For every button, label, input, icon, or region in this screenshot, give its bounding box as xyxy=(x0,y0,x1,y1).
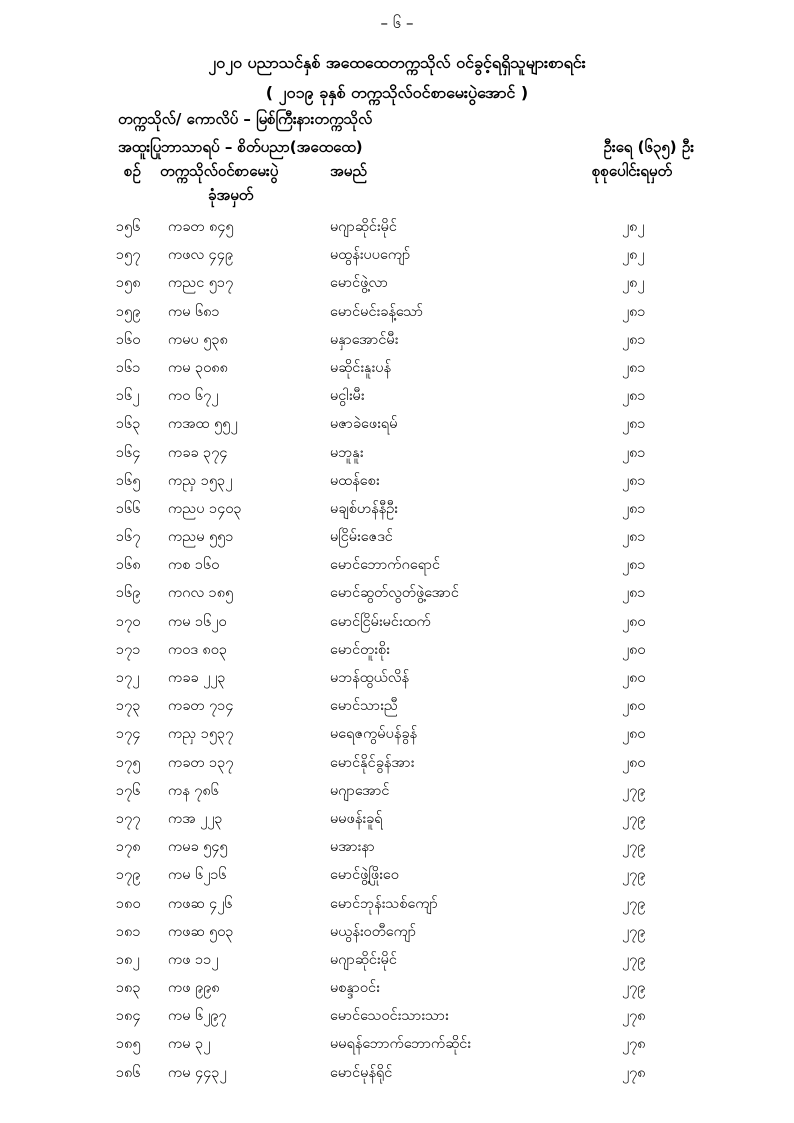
row-number: ၁၈၄ xyxy=(116,1008,141,1025)
row-number: ၁၈၂ xyxy=(116,951,140,968)
table-row xyxy=(0,754,794,782)
table-row xyxy=(0,331,794,359)
row-number: ၁၈၃ xyxy=(116,980,141,997)
total-marks: ၂၇၉ xyxy=(622,895,646,912)
roll-number: ကဖဆ ၄၂၆ xyxy=(168,895,233,912)
total-marks: ၂၇၉ xyxy=(622,810,646,827)
roll-number: ကညှ ၁၅၃၇ xyxy=(168,726,234,743)
total-marks: ၂၈၁ xyxy=(622,359,646,376)
total-marks: ၂၈၀ xyxy=(622,670,646,686)
document-subtitle: ( ၂၀၁၉ ခုနှစ် တက္ကသိုလ်ဝင်စာမေးပွဲအောင် ) xyxy=(265,83,529,102)
table-row xyxy=(0,895,794,923)
student-name: မဘူနူး xyxy=(330,444,364,461)
row-number: ၁၈၀ xyxy=(116,895,141,912)
row-number: ၁၇၅ xyxy=(116,754,141,771)
total-marks: ၂၈၁ xyxy=(622,500,646,517)
roll-number: ကအထ ၅၅၂ xyxy=(168,416,238,433)
student-name: မငြိမ်းဇေဒင် xyxy=(330,529,393,546)
row-number: ၁၆၃ xyxy=(116,416,141,433)
roll-number: ကမပ ၅၃၈ xyxy=(168,331,228,348)
row-number: ၁၆၉ xyxy=(116,585,141,602)
student-name: မောင်တူးစိုး xyxy=(330,641,390,658)
student-name: မမဖန်းခူရ် xyxy=(330,810,383,827)
roll-number: ကန ၇၈၆ xyxy=(168,782,219,799)
total-marks: ၂၈၀ xyxy=(622,613,646,630)
university-line: တက္ကသိုလ်/ ကောလိပ် – မြစ်ကြီးနားတက္ကသိုလ် xyxy=(118,110,373,128)
row-number: ၁၆၀ xyxy=(116,331,141,348)
roll-number: ကမ ၆၈၁ xyxy=(168,303,220,320)
table-row xyxy=(0,444,794,472)
total-marks: ၂၈၀ xyxy=(622,641,646,658)
total-marks: ၂၇၈ xyxy=(622,1064,646,1081)
table-row xyxy=(0,1064,794,1092)
student-name: မောင်ဆွတ်လွတ်ဖွဲ့အောင် xyxy=(330,585,459,602)
student-name: မောင်သေဝင်းသားသား xyxy=(330,1008,449,1025)
student-name: မဂျာဆိုင်းမိုင် xyxy=(330,951,397,968)
column-header-roll: တက္ကသိုလ်ဝင်စာမေးပွဲ xyxy=(160,162,279,180)
document-title: ၂၀၂၀ ပညာသင်နှစ် အထေထေတက္ကသိုလ် ဝင်ခွင့်ရရှိသူများစာရင်း xyxy=(208,53,586,72)
total-marks: ၂၈၀ xyxy=(622,726,646,743)
row-number: ၁၅၈ xyxy=(116,275,141,292)
table-row xyxy=(0,246,794,274)
roll-number: ကညှ ၁၅၃၂ xyxy=(168,472,233,489)
student-name: မနှာအောင်မီး xyxy=(330,331,399,348)
row-number: ၁၆၄ xyxy=(116,444,141,461)
table-row xyxy=(0,1035,794,1063)
row-number: ၁၇၄ xyxy=(116,726,141,743)
student-name: မောင်ဘောက်ဂရောင် xyxy=(330,557,441,574)
student-name: မောင်မင်းခန့်သော် xyxy=(330,303,424,320)
table-row xyxy=(0,810,794,838)
row-number: ၁၇၂ xyxy=(116,670,140,686)
row-number: ၁၇၆ xyxy=(116,782,141,799)
row-number: ၁၆၇ xyxy=(116,529,141,546)
row-number: ၁၇၀ xyxy=(116,613,141,630)
total-marks: ၂၈၁ xyxy=(622,472,646,489)
student-name: မစန္ဒာဝင်း xyxy=(330,980,380,997)
table-row xyxy=(0,923,794,951)
total-marks: ၂၈၁ xyxy=(622,331,646,348)
student-name: မောင်ဘုန်းသစ်ကျော် xyxy=(330,895,438,912)
total-marks: ၂၈၀ xyxy=(622,754,646,771)
student-name: မထွန်းပပကျော် xyxy=(330,247,411,264)
table-row xyxy=(0,472,794,500)
table-row xyxy=(0,979,794,1007)
row-number: ၁၈၆ xyxy=(116,1064,141,1081)
student-name: မောင်နိုင်ခွန်အား xyxy=(330,754,415,771)
roll-number: ကမ ၄၄၃၂ xyxy=(168,1064,227,1081)
total-marks: ၂၇၉ xyxy=(622,980,646,997)
student-name: မဂျာအောင် xyxy=(330,782,390,799)
table-row xyxy=(0,274,794,302)
student-name: မဆိုင်းနူးပန် xyxy=(330,359,391,376)
table-row xyxy=(0,584,794,612)
row-number: ၁၇၇ xyxy=(116,810,141,827)
student-name: မထန်စေး xyxy=(330,472,380,489)
roll-number: ကဖ ၉၉၈ xyxy=(168,980,220,997)
roll-number: ကညပ ၁၄၀၃ xyxy=(168,500,242,517)
table-row xyxy=(0,613,794,641)
student-name: မချစ်ဟန်နီဦး xyxy=(330,500,398,517)
roll-number: ကမ ၆၂၁၆ xyxy=(168,867,227,884)
total-marks: ၂၈၂ xyxy=(622,219,645,235)
row-number: ၁၆၁ xyxy=(116,359,141,376)
row-number: ၁၈၁ xyxy=(116,923,141,940)
row-number: ၁၆၂ xyxy=(116,388,140,405)
column-header-roll-line2: ခုံအမှတ် xyxy=(208,186,254,204)
total-marks: ၂၈၁ xyxy=(622,388,646,405)
row-number: ၁၆၈ xyxy=(116,557,141,574)
total-marks: ၂၇၉ xyxy=(622,923,646,940)
student-name: မဇာခဲဖေးရမ် xyxy=(330,416,398,433)
total-marks: ၂၈၁ xyxy=(622,303,646,320)
roll-number: ကဝ ၆၇၂ xyxy=(168,388,219,405)
total-marks: ၂၈၂ xyxy=(622,275,645,292)
table-row xyxy=(0,359,794,387)
total-marks: ၂၈၀ xyxy=(622,698,646,715)
roll-number: ကညင ၅၁၇ xyxy=(168,275,234,292)
roll-number: ကညမ ၅၅၁ xyxy=(168,529,234,546)
student-name: မောင်ဖွဲ့လာ xyxy=(330,275,388,292)
table-row xyxy=(0,697,794,725)
student-name: မောင်မုန်ရိုင် xyxy=(330,1064,393,1081)
row-number: ၁၆၅ xyxy=(116,472,141,489)
total-marks: ၂၇၉ xyxy=(622,867,646,884)
roll-number: ကခခ ၃၇၄ xyxy=(168,444,228,461)
student-name: မယွန်းဝတီကျော် xyxy=(330,923,417,940)
row-number: ၁၅၉ xyxy=(116,303,141,320)
roll-number: ကခတ ၈၄၅ xyxy=(168,219,234,235)
total-marks: ၂၈၁ xyxy=(622,585,646,602)
table-row xyxy=(0,1007,794,1035)
roll-number: ကမ ၆၂၉၇ xyxy=(168,1008,227,1025)
student-name: မအားနာ xyxy=(330,839,375,856)
total-marks: ၂၈၁ xyxy=(622,444,646,461)
student-name: မမရန်ဘောက်ဘောက်ဆိုင်း xyxy=(330,1036,471,1053)
column-header-marks: စုစုပေါင်းရမှတ် xyxy=(592,162,673,180)
student-name: မောင်သားညီ xyxy=(330,698,398,715)
table-row xyxy=(0,866,794,894)
student-name: မဘန်ထွယ်လိန် xyxy=(330,670,409,686)
table-row xyxy=(0,303,794,331)
table-row xyxy=(0,556,794,584)
total-marks: ၂၈၁ xyxy=(622,416,646,433)
roll-number: ကခတ ၁၃၇ xyxy=(168,754,234,771)
results-table xyxy=(0,218,794,1092)
total-marks: ၂၇၉ xyxy=(622,951,646,968)
roll-number: ကမခ ၅၄၅ xyxy=(168,839,228,856)
total-marks: ၂၇၈ xyxy=(622,1008,646,1025)
table-row xyxy=(0,838,794,866)
table-row xyxy=(0,387,794,415)
roll-number: ကမ ၃၂ xyxy=(168,1036,211,1053)
student-name: မောင်ဖွဲ့ဖြိုးဝေ xyxy=(330,867,399,884)
student-name: မငွါးမီး xyxy=(330,388,365,405)
total-marks: ၂၈၁ xyxy=(622,557,646,574)
row-number: ၁၅၆ xyxy=(116,219,141,235)
roll-number: ကဖလ ၄၄၉ xyxy=(168,247,234,264)
row-number: ၁၆၆ xyxy=(116,500,141,517)
table-row xyxy=(0,782,794,810)
roll-number: ကဂလ ၁၈၅ xyxy=(168,585,234,602)
roll-number: ကဖဆ ၅၀၃ xyxy=(168,923,234,940)
student-name: မရေဇကွမ်ပန်ခွန် xyxy=(330,726,418,743)
table-row xyxy=(0,725,794,753)
total-marks: ၂၈၁ xyxy=(622,529,646,546)
student-name: မောင်ငြိမ်းမင်းထက် xyxy=(330,613,431,630)
roll-number: ကခတ ၇၁၄ xyxy=(168,698,234,715)
roll-number: ကဝဒ ၈၀၃ xyxy=(168,641,228,658)
major-line: အထူးပြုဘာသာရပ် – စိတ်ပညာ(အထေထေ) xyxy=(118,138,363,156)
roll-number: ကခခ ၂၂၃ xyxy=(168,670,226,686)
total-marks: ၂၈၂ xyxy=(622,247,645,264)
roll-number: ကစ ၁၆၀ xyxy=(168,557,220,574)
table-row xyxy=(0,218,794,246)
roll-number: ကဖ ၁၁၂ xyxy=(168,951,219,968)
total-marks: ၂၇၈ xyxy=(622,1036,646,1053)
total-marks: ၂၇၉ xyxy=(622,782,646,799)
row-number: ၁၇၃ xyxy=(116,698,141,715)
table-row xyxy=(0,951,794,979)
table-row xyxy=(0,500,794,528)
column-header-no: စဉ် xyxy=(124,162,141,180)
roll-number: ကအ ၂၂၃ xyxy=(168,810,223,827)
table-row xyxy=(0,415,794,443)
row-number: ၁၇၁ xyxy=(116,641,141,658)
roll-number: ကမ ၁၆၂၀ xyxy=(168,613,227,630)
student-count: ဦးရေ (၆၃၅) ဦး xyxy=(603,138,694,156)
total-marks: ၂၇၉ xyxy=(622,839,646,856)
student-name: မဂျာဆိုင်းမိုင် xyxy=(330,219,397,235)
column-header-name: အမည် xyxy=(330,162,367,180)
table-row xyxy=(0,641,794,669)
table-row xyxy=(0,669,794,697)
table-row xyxy=(0,528,794,556)
row-number: ၁၈၅ xyxy=(116,1036,141,1053)
row-number: ၁၇၈ xyxy=(116,839,141,856)
page-number: – ၆ – xyxy=(380,14,414,32)
roll-number: ကမ ၃၀၈၈ xyxy=(168,359,228,376)
row-number: ၁၅၇ xyxy=(116,247,141,264)
row-number: ၁၇၉ xyxy=(116,867,141,884)
